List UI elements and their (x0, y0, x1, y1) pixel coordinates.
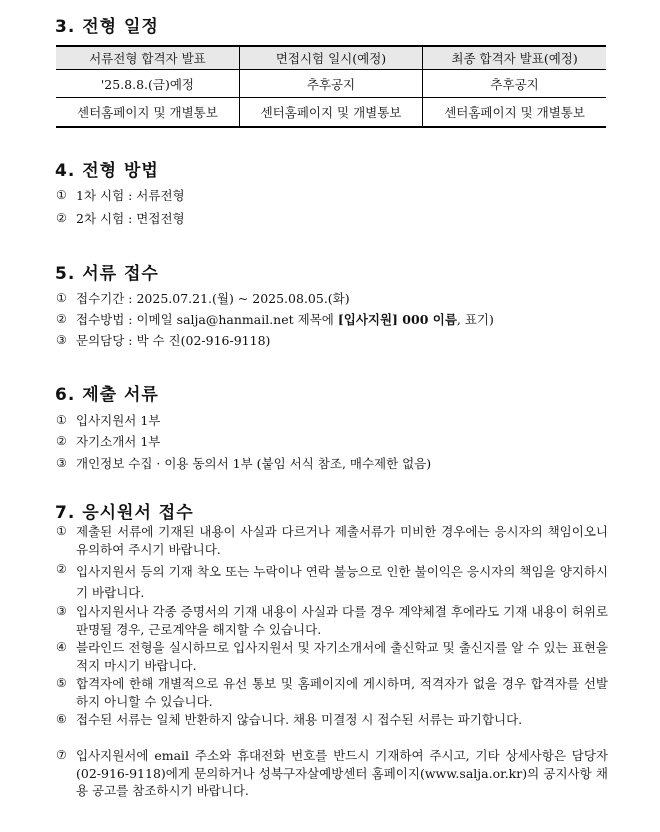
table-cell: '25.8.8.(금)예정 (56, 70, 239, 98)
list-text-prefix: 접수방법 : 이메일 salja@hanmail.net 제목에 (76, 312, 338, 327)
table-header: 서류전형 합격자 발표 (56, 46, 239, 70)
list-item (56, 332, 608, 349)
table-cell: 센터홈페이지 및 개별통보 (239, 98, 422, 128)
list-marker: ② (56, 211, 67, 225)
table-cell: 센터홈페이지 및 개별통보 (423, 98, 606, 128)
list-marker: ③ (56, 333, 67, 347)
table-row (56, 98, 606, 128)
table-cell: 센터홈페이지 및 개별통보 (56, 98, 239, 128)
list-text-bold: [입사지원] 000 이름 (337, 312, 457, 327)
list-item (56, 187, 608, 204)
list-marker: ⑦ (56, 748, 67, 762)
table-header: 면접시험 일시(예정) (239, 46, 422, 70)
list-item (56, 455, 608, 472)
list-text: 1차 시험 : 서류전형 (76, 188, 185, 203)
list-text: 개인정보 수집 · 이용 동의서 1부 (붙임 서식 참조, 매수제한 없음) (76, 456, 432, 471)
list-marker: ② (56, 312, 67, 326)
schedule-table (56, 45, 606, 128)
list-text: 입사지원서에 email 주소와 휴대전화 번호를 반드시 기재하여 주시고, 기타 상세사항은 담당자(02-916-9118)에게 문의하거나 성북구자살예방센터 홈페이지(www.salja.or.kr)의 공지사항 채용 공고를 참조하시기 바랍니다. (76, 748, 608, 798)
list-item (56, 412, 608, 429)
list-item (56, 561, 608, 603)
list-marker: ⑤ (56, 676, 67, 690)
section-heading-receipt: 5. 서류 접수 (55, 264, 159, 284)
list-item (56, 747, 608, 800)
table-header-row (56, 46, 606, 70)
section-heading-notice: 7. 응시원서 접수 (55, 503, 194, 523)
list-text: 접수기간 : 2025.07.21.(월) ~ 2025.08.05.(화) (76, 291, 350, 306)
list-marker: ⑥ (56, 712, 67, 726)
list-marker: ① (56, 188, 67, 202)
list-item (56, 210, 608, 227)
list-item (56, 603, 608, 638)
list-text (76, 311, 608, 328)
list-item (56, 523, 608, 558)
list-marker: ① (56, 524, 67, 538)
list-item (56, 675, 608, 710)
list-item (56, 290, 608, 307)
list-text: 접수된 서류는 일체 반환하지 않습니다. 채용 미결정 시 접수된 서류는 파기합니다. (76, 712, 523, 727)
list-item (56, 433, 608, 450)
list-marker: ② (56, 562, 67, 576)
section-heading-schedule: 3. 전형 일정 (55, 17, 159, 37)
list-text: 입사지원서 1부 (76, 413, 161, 428)
list-text-suffix: , 표기) (456, 312, 494, 327)
section-heading-docs: 6. 제출 서류 (55, 385, 159, 405)
list-text: 입사지원서나 각종 증명서의 기재 내용이 사실과 다를 경우 계약체결 후에라도 기재 내용이 허위로 판명될 경우, 근로계약을 해지할 수 있습니다. (76, 604, 608, 637)
list-text: 자기소개서 1부 (76, 434, 161, 449)
list-text: 합격자에 한해 개별적으로 유선 통보 및 홈페이지에 게시하며, 적격자가 없을 경우 합격자를 선발하지 아니할 수 있습니다. (76, 676, 608, 709)
list-marker: ③ (56, 456, 67, 470)
list-marker: ④ (56, 640, 67, 654)
list-item (56, 711, 608, 729)
list-marker: ① (56, 291, 67, 305)
list-text: 2차 시험 : 면접전형 (76, 211, 185, 226)
table-row (56, 70, 606, 98)
section-heading-method: 4. 전형 방법 (55, 161, 159, 181)
list-text: 입사지원서 등의 기재 착오 또는 누락이나 연락 불능으로 인한 불이익은 응시자의 책임을 양지하시기 바랍니다. (76, 564, 608, 600)
table-cell: 추후공지 (423, 70, 606, 98)
list-item (56, 311, 608, 328)
list-marker: ① (56, 413, 67, 427)
list-text: 제출된 서류에 기재된 내용이 사실과 다르거나 제출서류가 미비한 경우에는 응시자의 책임이오니 유의하여 주시기 바랍니다. (76, 524, 608, 557)
list-marker: ② (56, 434, 67, 448)
list-text: 문의담당 : 박 수 진(02-916-9118) (76, 333, 271, 348)
table-header: 최종 합격자 발표(예정) (423, 46, 606, 70)
list-item (56, 639, 608, 674)
list-text: 블라인드 전형을 실시하므로 입사지원서 및 자기소개서에 출신학교 및 출신지를 알 수 있는 표현을 적지 마시기 바랍니다. (76, 640, 608, 673)
table-cell: 추후공지 (239, 70, 422, 98)
list-marker: ③ (56, 604, 67, 618)
